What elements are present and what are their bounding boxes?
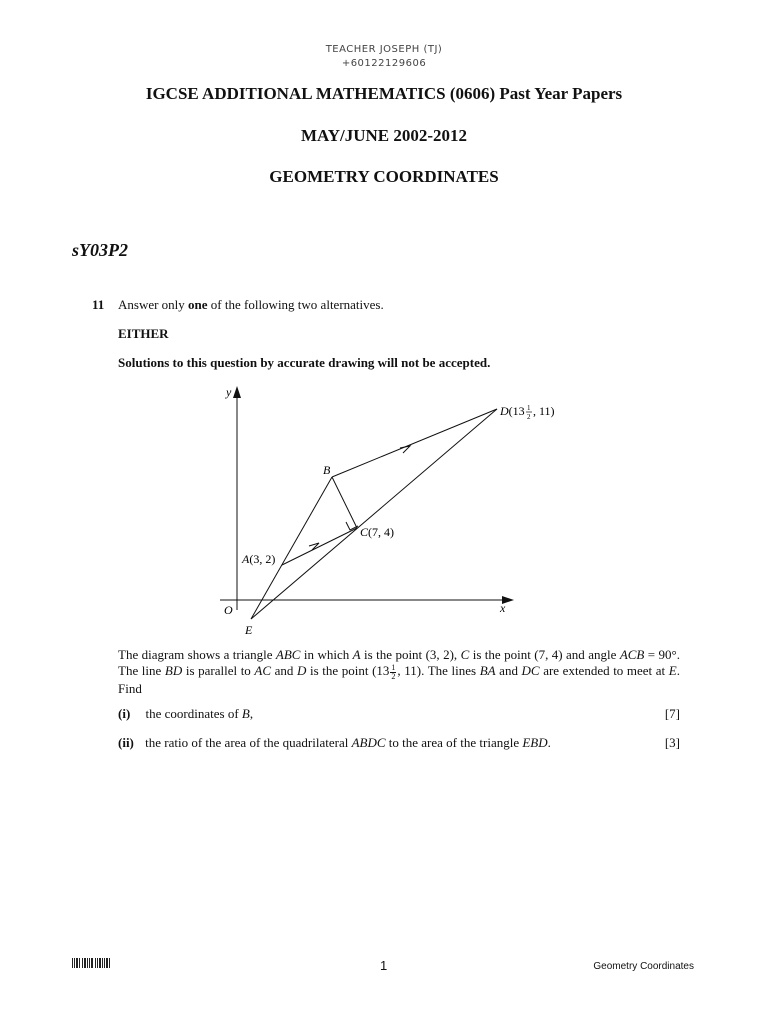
teacher-phone: +60122129606 (341, 58, 427, 69)
barcode-icon (72, 958, 118, 968)
intro-text-bold: one (188, 297, 208, 312)
origin-label: O (224, 603, 233, 617)
line-EB (251, 477, 332, 619)
y-axis-label: y (226, 385, 232, 399)
point-D-frac-num: 1 (527, 404, 531, 412)
question-number: 11 (92, 297, 105, 312)
teacher-name: TEACHER JOSEPH (TJ) (325, 44, 443, 55)
line-AC (282, 528, 357, 565)
part-i: (i) the coordinates of B, (118, 706, 254, 721)
line-ED (251, 409, 497, 619)
page-title: IGCSE ADDITIONAL MATHEMATICS (0606) Past Year Papers (145, 84, 623, 103)
page-number: 1 (380, 958, 388, 973)
intro-text-end: of the following two alternatives. (207, 297, 384, 312)
question-paragraph: The diagram shows a triangle ABC in which A is the point (3, 2), C is the point (7, 4) and angle ACB = 90°. The line BD is parallel to AC and D is the point (13 $\frac{1}{2}$ , 11). The lines BA and DC are extended to meet at E. Find (118, 647, 681, 696)
part-ii-label: (ii) (118, 735, 134, 750)
part-i-marks: [7] (664, 706, 680, 721)
point-A-label: A(3, 2) (242, 552, 276, 566)
point-E-label: E (245, 623, 253, 637)
line-BC (332, 477, 357, 528)
point-B-label: B (323, 463, 331, 477)
part-i-label: (i) (118, 706, 131, 721)
part-ii-text: the ratio of the area of the quadrilateral (145, 735, 352, 750)
point-A-coords: (3, 2) (249, 552, 276, 566)
fraction-half: $\frac{1}{2}$ (391, 662, 396, 681)
point-C-coords: (7, 4) (368, 525, 395, 539)
point-D-label: D(13 (500, 404, 525, 418)
footer-topic: Geometry Coordinates (593, 961, 694, 972)
section-code: sY03P2 (72, 240, 128, 260)
part-i-text: the coordinates of (145, 706, 242, 721)
page-subtitle-topic: GEOMETRY COORDINATES (269, 167, 499, 186)
either-heading: EITHER (118, 326, 169, 341)
parallel-arrow-icon-BD (400, 446, 410, 453)
point-D-label-end: , 11) (533, 404, 555, 418)
point-C-label: C(7, 4) (360, 525, 395, 539)
line-BD (332, 409, 497, 477)
part-ii: (ii) the ratio of the area of the quadrilateral ABDC to the area of the triangle EBD. (118, 735, 551, 750)
x-axis-label: x (500, 601, 506, 615)
page-subtitle-years: MAY/JUNE 2002-2012 (300, 126, 468, 145)
y-axis-arrow-icon (233, 386, 241, 398)
warning-text: Solutions to this question by accurate drawing will not be accepted. (118, 355, 491, 370)
part-ii-marks: [3] (664, 735, 680, 750)
intro-text-start: Answer only (118, 297, 189, 312)
point-D-frac-den: 2 (527, 413, 531, 421)
